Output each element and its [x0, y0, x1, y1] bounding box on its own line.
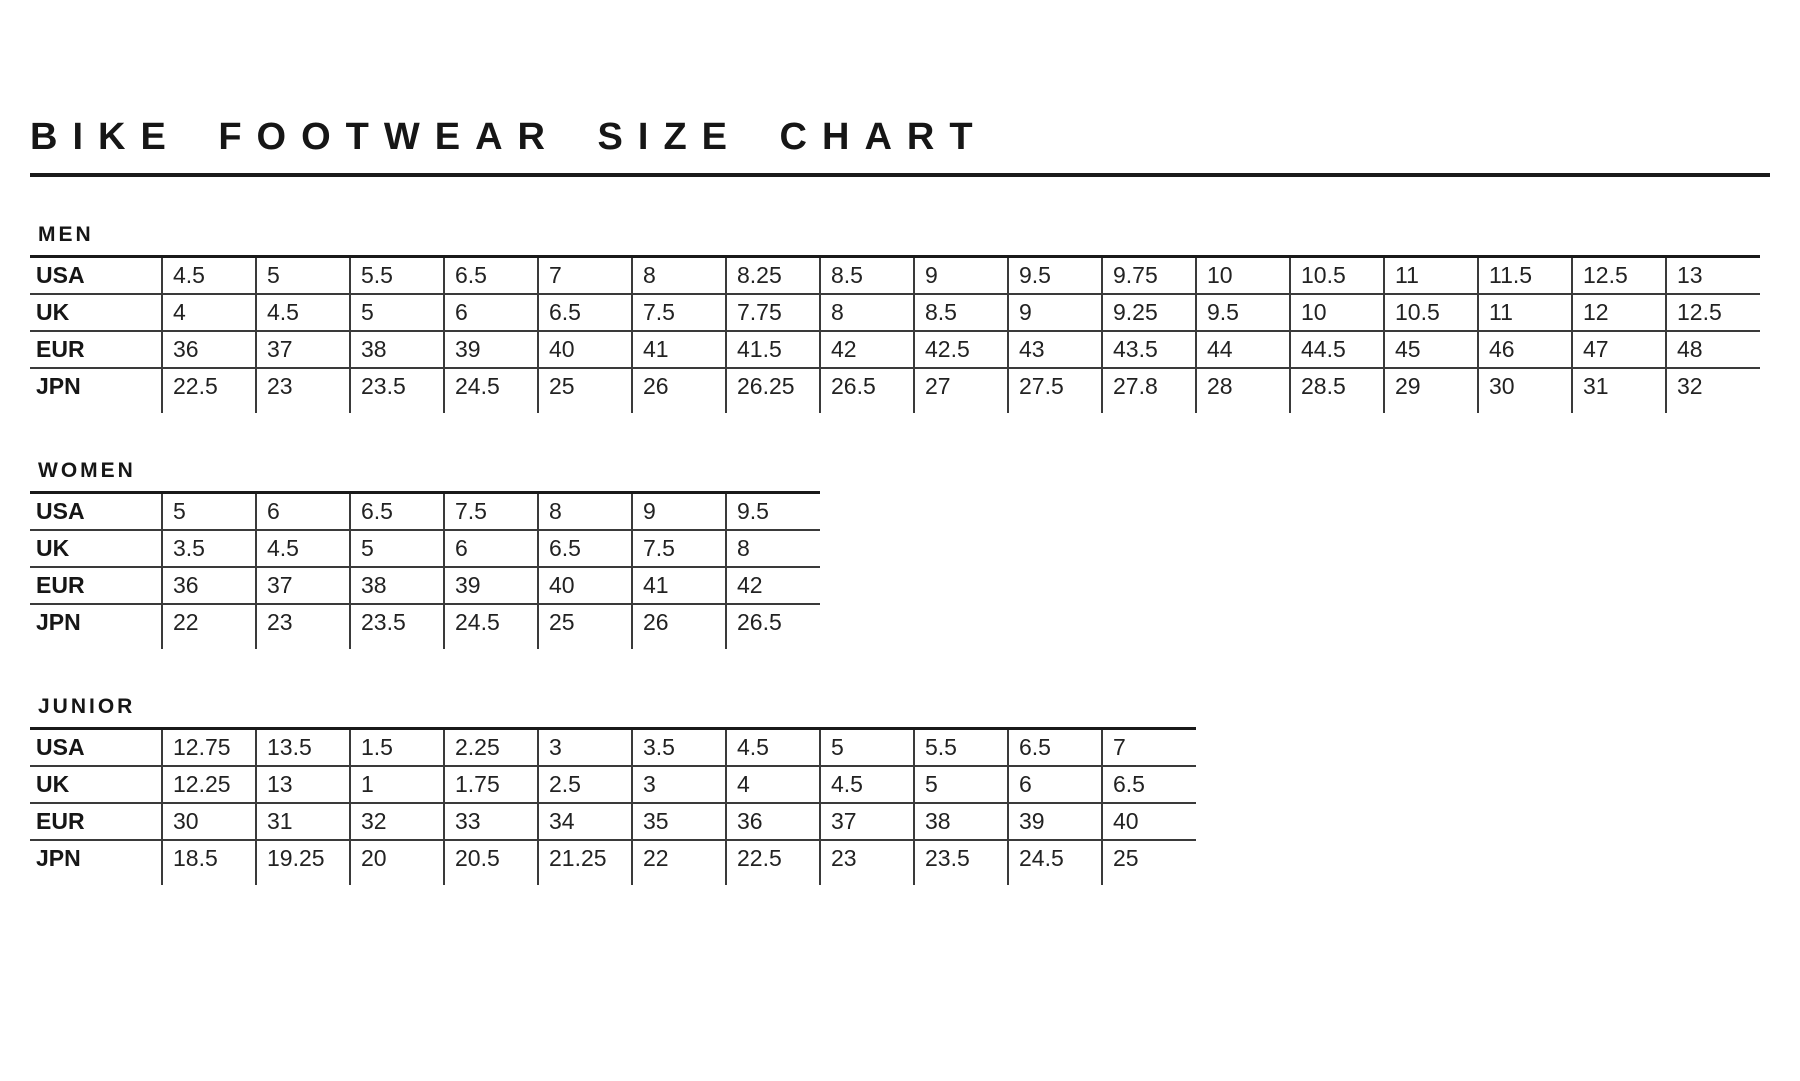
size-cell: 4.5: [256, 530, 350, 567]
size-cell: 30: [162, 803, 256, 840]
size-cell: 8.5: [820, 257, 914, 295]
junior-section-heading: JUNIOR: [38, 695, 136, 718]
size-cell: 2.25: [444, 729, 538, 767]
region-label: UK: [30, 294, 162, 331]
size-cell: 37: [256, 567, 350, 604]
size-cell: 12.25: [162, 766, 256, 803]
junior-size-table: [30, 727, 1196, 885]
size-cell: 31: [1572, 368, 1666, 413]
region-label: EUR: [30, 803, 162, 840]
table-row: [30, 729, 1196, 767]
size-cell: 5.5: [914, 729, 1008, 767]
size-cell: 22.5: [162, 368, 256, 413]
size-cell: 2.5: [538, 766, 632, 803]
size-cell: 6: [1008, 766, 1102, 803]
size-cell: 6.5: [350, 493, 444, 531]
size-cell: 41: [632, 567, 726, 604]
size-cell: 4: [726, 766, 820, 803]
size-cell: 31: [256, 803, 350, 840]
size-cell: 4.5: [162, 257, 256, 295]
size-cell: 10: [1196, 257, 1290, 295]
size-cell: 39: [444, 331, 538, 368]
region-label: JPN: [36, 373, 81, 399]
size-cell: 44: [1196, 331, 1290, 368]
size-cell: 3.5: [162, 530, 256, 567]
size-cell: 10.5: [1384, 294, 1478, 331]
size-cell: 9.5: [1008, 257, 1102, 295]
size-cell: 6: [444, 530, 538, 567]
size-cell: 11: [1478, 294, 1572, 331]
size-cell: 42.5: [914, 331, 1008, 368]
size-cell: 6.5: [1008, 729, 1102, 767]
size-cell: 25: [1102, 840, 1196, 885]
size-cell: 48: [1666, 331, 1760, 368]
size-cell: 27: [914, 368, 1008, 413]
size-cell: 7.5: [444, 493, 538, 531]
size-cell: 13.5: [256, 729, 350, 767]
size-cell: 21.25: [538, 840, 632, 885]
size-cell: 7: [1102, 729, 1196, 767]
size-cell: 6.5: [538, 530, 632, 567]
size-cell: 12: [1572, 294, 1666, 331]
size-cell: 28.5: [1290, 368, 1384, 413]
size-cell: 41: [632, 331, 726, 368]
size-cell: 23.5: [914, 840, 1008, 885]
size-cell: 38: [350, 567, 444, 604]
size-cell: 40: [538, 331, 632, 368]
size-cell: 29: [1384, 368, 1478, 413]
size-cell: 43.5: [1102, 331, 1196, 368]
size-cell: 22: [632, 840, 726, 885]
size-cell: 7.5: [632, 530, 726, 567]
size-cell: 44.5: [1290, 331, 1384, 368]
size-cell: 38: [350, 331, 444, 368]
size-cell: 6: [256, 493, 350, 531]
size-cell: 4.5: [820, 766, 914, 803]
region-label: USA: [30, 493, 162, 531]
size-cell: 8: [538, 493, 632, 531]
size-cell: 26.5: [820, 368, 914, 413]
size-cell: 12.5: [1666, 294, 1760, 331]
size-cell: 3: [632, 766, 726, 803]
size-cell: 42: [726, 567, 820, 604]
table-row: [30, 257, 1760, 295]
size-cell: 27.8: [1102, 368, 1196, 413]
size-cell: 12.75: [162, 729, 256, 767]
table-row: [30, 567, 820, 604]
size-cell: 13: [256, 766, 350, 803]
size-cell: 32: [1666, 368, 1760, 413]
size-cell: 33: [444, 803, 538, 840]
size-cell: 47: [1572, 331, 1666, 368]
size-cell: 38: [914, 803, 1008, 840]
size-cell: 26: [632, 368, 726, 413]
size-cell: 5: [350, 294, 444, 331]
size-cell: 37: [820, 803, 914, 840]
size-cell: 19.25: [256, 840, 350, 885]
size-cell: 22: [162, 604, 256, 649]
size-cell: 9: [1008, 294, 1102, 331]
size-cell: 37: [256, 331, 350, 368]
size-cell: 35: [632, 803, 726, 840]
size-cell: 36: [162, 331, 256, 368]
size-cell: 8: [726, 530, 820, 567]
size-cell: 27.5: [1008, 368, 1102, 413]
size-cell: 1: [350, 766, 444, 803]
size-cell: 10: [1290, 294, 1384, 331]
size-cell: 9.25: [1102, 294, 1196, 331]
size-cell: 4.5: [726, 729, 820, 767]
size-cell: 41.5: [726, 331, 820, 368]
size-cell: 43: [1008, 331, 1102, 368]
size-cell: 25: [538, 604, 632, 649]
title-underline: [30, 173, 1770, 177]
size-cell: 23: [256, 604, 350, 649]
region-label: EUR: [30, 331, 162, 368]
region-label: EUR: [30, 567, 162, 604]
size-cell: 12.5: [1572, 257, 1666, 295]
size-cell: 18.5: [162, 840, 256, 885]
size-cell: 9: [914, 257, 1008, 295]
size-cell: 13: [1666, 257, 1760, 295]
size-cell: 39: [444, 567, 538, 604]
size-cell: 34: [538, 803, 632, 840]
size-cell: 5: [914, 766, 1008, 803]
size-cell: 5: [162, 493, 256, 531]
region-label: UK: [30, 530, 162, 567]
size-cell: 26.25: [726, 368, 820, 413]
size-cell: 9.75: [1102, 257, 1196, 295]
men-size-table: [30, 255, 1760, 413]
size-cell: 23: [820, 840, 914, 885]
size-cell: 40: [538, 567, 632, 604]
table-row: [30, 368, 1760, 413]
size-cell: 23.5: [350, 368, 444, 413]
size-cell: 32: [350, 803, 444, 840]
table-row: [30, 493, 820, 531]
size-cell: 20: [350, 840, 444, 885]
table-row: [30, 530, 820, 567]
size-cell: 24.5: [1008, 840, 1102, 885]
size-cell: 8.25: [726, 257, 820, 295]
size-cell: 45: [1384, 331, 1478, 368]
size-cell: 8: [632, 257, 726, 295]
size-cell: 23: [256, 368, 350, 413]
size-cell: 9.5: [1196, 294, 1290, 331]
size-cell: 25: [538, 368, 632, 413]
table-row: [30, 294, 1760, 331]
size-cell: 6.5: [538, 294, 632, 331]
table-row: [30, 604, 820, 649]
men-section: [30, 223, 1770, 413]
size-cell: 6.5: [1102, 766, 1196, 803]
size-cell: 5: [256, 257, 350, 295]
size-cell: 8: [820, 294, 914, 331]
size-cell: 28: [1196, 368, 1290, 413]
size-cell: 26.5: [726, 604, 820, 649]
junior-section: [30, 695, 1770, 885]
size-cell: 22.5: [726, 840, 820, 885]
size-cell: 1.75: [444, 766, 538, 803]
size-cell: 11: [1384, 257, 1478, 295]
men-section-heading: MEN: [38, 223, 94, 246]
size-cell: 42: [820, 331, 914, 368]
page-title: BIKE FOOTWEAR SIZE CHART: [30, 116, 988, 158]
size-cell: 10.5: [1290, 257, 1384, 295]
women-size-table: [30, 491, 820, 649]
table-row: [30, 803, 1196, 840]
size-cell: 30: [1478, 368, 1572, 413]
region-label: JPN: [36, 609, 81, 635]
table-row: [30, 840, 1196, 885]
region-label: USA: [30, 257, 162, 295]
size-cell: 24.5: [444, 604, 538, 649]
size-cell: 1.5: [350, 729, 444, 767]
women-section: [30, 459, 1770, 649]
region-label: JPN: [36, 845, 81, 871]
size-cell: 36: [162, 567, 256, 604]
size-cell: 8.5: [914, 294, 1008, 331]
size-cell: 5.5: [350, 257, 444, 295]
size-cell: 11.5: [1478, 257, 1572, 295]
region-label: UK: [30, 766, 162, 803]
size-cell: 7.5: [632, 294, 726, 331]
size-cell: 6: [444, 294, 538, 331]
size-cell: 4: [162, 294, 256, 331]
size-cell: 26: [632, 604, 726, 649]
size-cell: 3: [538, 729, 632, 767]
size-cell: 9: [632, 493, 726, 531]
size-cell: 46: [1478, 331, 1572, 368]
size-cell: 20.5: [444, 840, 538, 885]
size-cell: 7: [538, 257, 632, 295]
size-cell: 5: [350, 530, 444, 567]
table-row: [30, 331, 1760, 368]
size-cell: 9.5: [726, 493, 820, 531]
size-cell: 6.5: [444, 257, 538, 295]
size-cell: 4.5: [256, 294, 350, 331]
size-cell: 36: [726, 803, 820, 840]
size-cell: 23.5: [350, 604, 444, 649]
size-cell: 7.75: [726, 294, 820, 331]
size-cell: 40: [1102, 803, 1196, 840]
size-cell: 5: [820, 729, 914, 767]
size-cell: 3.5: [632, 729, 726, 767]
size-cell: 24.5: [444, 368, 538, 413]
table-row: [30, 766, 1196, 803]
women-section-heading: WOMEN: [38, 459, 136, 482]
region-label: USA: [30, 729, 162, 767]
size-cell: 39: [1008, 803, 1102, 840]
